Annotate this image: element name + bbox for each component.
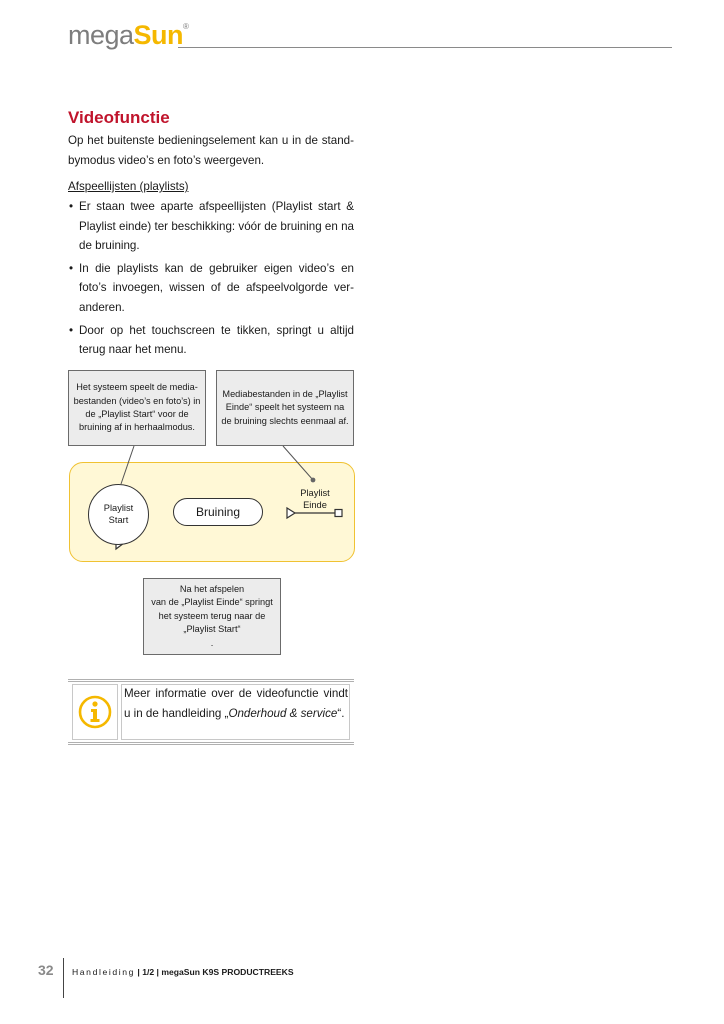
page-number: 32 — [38, 962, 54, 978]
registered-mark: ® — [183, 22, 189, 31]
bullet-glyph: • — [69, 200, 74, 213]
section-title: Videofunctie — [68, 108, 170, 127]
playlist-bullet-list — [68, 197, 354, 363]
footer-separator: | — [135, 967, 143, 977]
callout-playlist-end — [216, 370, 354, 446]
node-label: Playlist Start — [103, 503, 134, 525]
footer-divider — [63, 958, 64, 998]
node-playlist-end-label: Playlist Einde — [300, 488, 330, 510]
footer-separator: | — [154, 967, 162, 977]
bullet-glyph: • — [69, 323, 74, 337]
list-item — [68, 259, 354, 318]
list-item — [68, 197, 354, 256]
info-rule-top — [68, 679, 354, 680]
node-playlist-start — [88, 484, 149, 545]
info-text: Meer informatie over de videofunctie vindt u in de handleiding „Onderhoud & service“. — [124, 687, 348, 720]
list-item-text: Er staan twee aparte afspeellijsten (Playlist start & Playlist einde) ter beschikking: vóór de bruining en na de bruining. — [79, 200, 354, 253]
logo-text-sun: Sun — [133, 20, 184, 50]
intro-paragraph: Op het buitenste bedieningselement kan u in de stand-bymodus video’s en foto’s weergeven. — [68, 134, 354, 167]
info-rule-top-inner — [68, 681, 354, 682]
footer-product: megaSun K9S PRODUCTREEKS — [161, 967, 294, 977]
brand-logo — [68, 20, 188, 52]
header-rule — [178, 47, 672, 48]
callout-playlist-start — [68, 370, 206, 446]
list-item — [68, 321, 354, 360]
node-bruining — [173, 498, 263, 526]
info-rule-bottom — [68, 744, 354, 745]
manual-reference: Onderhoud & service — [228, 707, 338, 720]
callout-text: Het systeem speelt de media-bestanden (video’s en foto’s) in de „Playlist Start“ voor de bruining af in herhaalmodus. — [73, 382, 201, 433]
footer-label: Handleiding — [72, 967, 135, 977]
footer-running-title — [72, 967, 294, 977]
list-item-text: In die playlists kan de gebruiker eigen video’s en foto’s invoegen, wissen of de afspeelvolgorde ver-anderen. — [79, 261, 354, 314]
callout-text: Mediabestanden in de „Playlist Einde“ speelt het systeem na de bruining slechts eenmaal af. — [221, 388, 349, 426]
footer-part: 1/2 — [142, 967, 155, 977]
info-icon-cell — [72, 684, 118, 740]
list-item-text: Door op het touchscreen te tikken, springt u altijd terug naar het menu. — [79, 323, 354, 357]
playlists-subheading: Afspeellijsten (playlists) — [68, 180, 189, 193]
callout-text: Na het afspelen van de „Playlist Einde“ springt het systeem terug naar de „Playlist Start“ . — [151, 583, 273, 648]
callout-return-to-start — [143, 578, 281, 655]
info-rule-bottom-inner — [68, 742, 354, 743]
info-note — [68, 679, 354, 745]
node-label: Bruining — [195, 505, 241, 519]
bullet-glyph: • — [69, 261, 74, 275]
info-icon — [73, 685, 117, 739]
logo-text-mega: mega — [68, 20, 134, 50]
